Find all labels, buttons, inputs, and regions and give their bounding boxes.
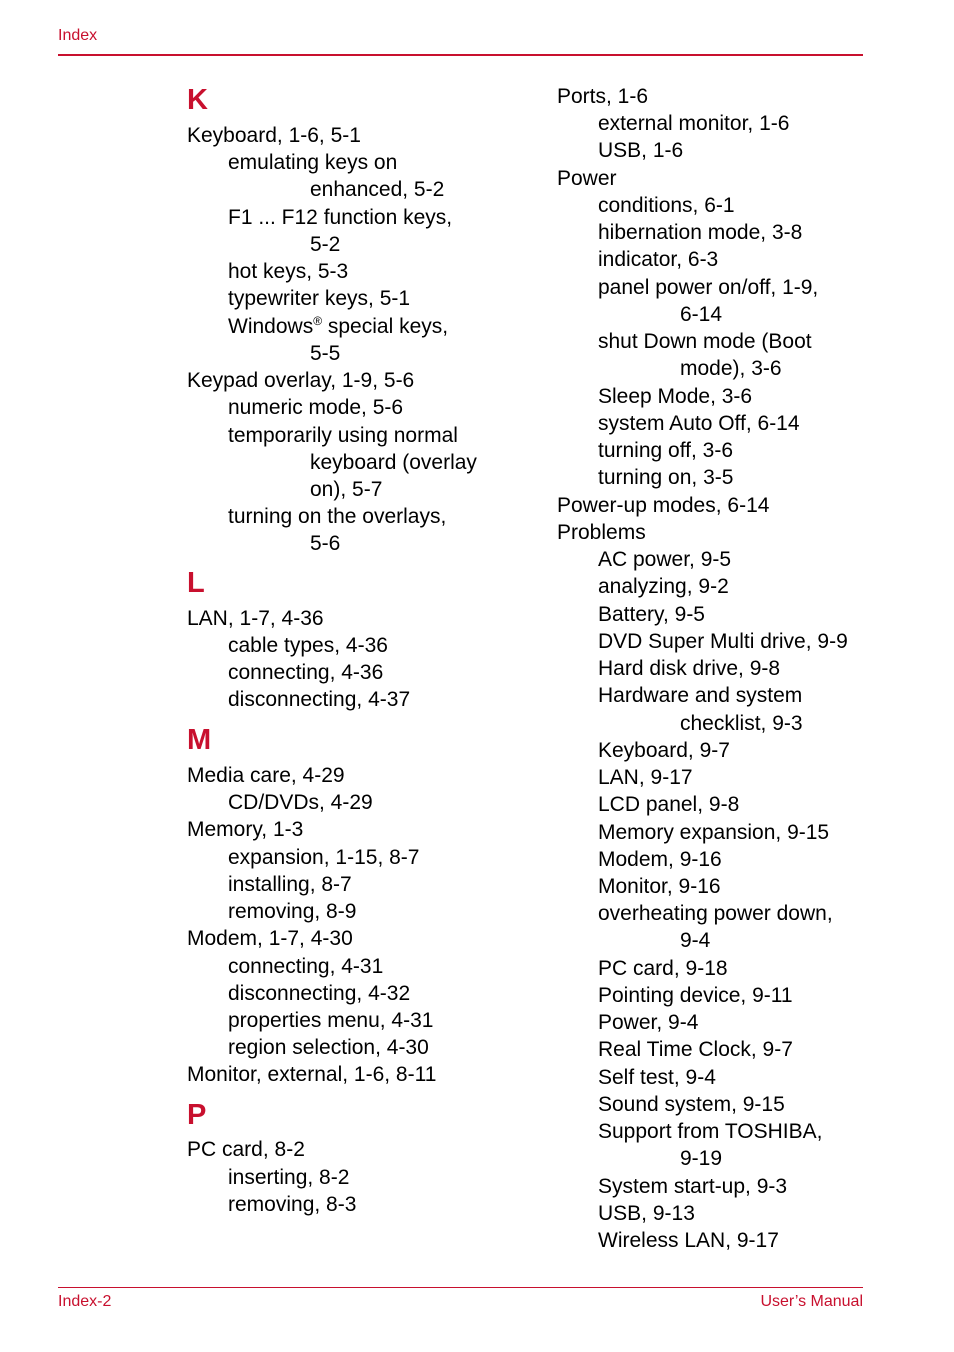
index-continuation: 5-6: [310, 532, 341, 555]
index-continuation: 5-2: [310, 233, 341, 256]
index-subentry: Memory expansion, 9-15: [598, 821, 830, 844]
index-entry: Memory, 1-3: [187, 818, 304, 841]
running-header: Index: [58, 27, 98, 44]
letter-heading-l: L: [187, 567, 205, 599]
index-continuation: keyboard (overlay: [310, 451, 477, 474]
index-entry: Monitor, external, 1-6, 8-11: [187, 1063, 437, 1086]
index-subentry: turning off, 3-6: [598, 439, 734, 462]
index-subentry: typewriter keys, 5-1: [228, 287, 411, 310]
index-subentry: LAN, 9-17: [598, 766, 693, 789]
index-subentry: USB, 1-6: [598, 139, 684, 162]
index-subentry: System start-up, 9-3: [598, 1175, 788, 1198]
index-subentry: Wireless LAN, 9-17: [598, 1229, 779, 1252]
index-subentry: inserting, 8-2: [228, 1166, 350, 1189]
index-subentry: external monitor, 1-6: [598, 112, 790, 135]
index-subentry: Monitor, 9-16: [598, 875, 721, 898]
index-subentry: temporarily using normal: [228, 424, 458, 447]
letter-heading-m: M: [187, 724, 212, 756]
index-continuation: on), 5-7: [310, 478, 383, 501]
index-entry: Power-up modes, 6-14: [557, 494, 770, 517]
registered-mark: ®: [313, 314, 323, 328]
index-subentry: connecting, 4-31: [228, 955, 384, 978]
index-continuation: 5-5: [310, 342, 341, 365]
index-continuation: enhanced, 5-2: [310, 178, 445, 201]
index-subentry: LCD panel, 9-8: [598, 793, 740, 816]
index-subentry: AC power, 9-5: [598, 548, 732, 571]
index-entry: Ports, 1-6: [557, 85, 649, 108]
index-entry: Keyboard, 1-6, 5-1: [187, 124, 361, 147]
index-subentry: Self test, 9-4: [598, 1066, 716, 1089]
index-continuation: 6-14: [680, 303, 723, 326]
index-subentry: PC card, 9-18: [598, 957, 728, 980]
header-rule: [58, 54, 863, 56]
index-entry: PC card, 8-2: [187, 1138, 305, 1161]
page-number: Index-2: [58, 1293, 112, 1310]
index-subentry: turning on, 3-5: [598, 466, 734, 489]
index-subentry: Real Time Clock, 9-7: [598, 1038, 793, 1061]
index-subentry: DVD Super Multi drive, 9-9: [598, 630, 848, 653]
index-subentry: installing, 8-7: [228, 873, 352, 896]
index-subentry: analyzing, 9-2: [598, 575, 729, 598]
index-subentry: Sound system, 9-15: [598, 1093, 785, 1116]
index-subentry: Keyboard, 9-7: [598, 739, 730, 762]
index-subentry: indicator, 6-3: [598, 248, 719, 271]
index-continuation: 9-4: [680, 929, 711, 952]
index-subentry: removing, 8-3: [228, 1193, 357, 1216]
index-continuation: 9-19: [680, 1147, 723, 1170]
index-subentry: panel power on/off, 1-9,: [598, 276, 819, 299]
index-subentry: connecting, 4-36: [228, 661, 384, 684]
index-subentry: Hardware and system: [598, 684, 803, 707]
footer-rule: [58, 1287, 863, 1288]
index-subentry: F1 ... F12 function keys,: [228, 206, 453, 229]
letter-heading-k: K: [187, 84, 208, 116]
index-subentry: emulating keys on: [228, 151, 398, 174]
index-subentry: overheating power down,: [598, 902, 833, 925]
index-subentry: turning on the overlays,: [228, 505, 447, 528]
index-subentry: Battery, 9-5: [598, 603, 705, 626]
index-subentry: cable types, 4-36: [228, 634, 388, 657]
index-subentry: removing, 8-9: [228, 900, 357, 923]
index-subentry: disconnecting, 4-37: [228, 688, 411, 711]
index-subentry: expansion, 1-15, 8-7: [228, 846, 420, 869]
index-entry: Problems: [557, 521, 646, 544]
index-entry: LAN, 1-7, 4-36: [187, 607, 324, 630]
index-subentry: Modem, 9-16: [598, 848, 722, 871]
index-subentry: disconnecting, 4-32: [228, 982, 411, 1005]
index-subentry: region selection, 4-30: [228, 1036, 429, 1059]
index-subentry: [228, 315, 448, 339]
index-entry: Power: [557, 167, 617, 190]
letter-heading-p: P: [187, 1099, 207, 1131]
index-entry: Modem, 1-7, 4-30: [187, 927, 353, 950]
index-subentry: USB, 9-13: [598, 1202, 695, 1225]
index-subentry: Hard disk drive, 9-8: [598, 657, 781, 680]
windows-text: Windows: [228, 315, 314, 338]
index-continuation: checklist, 9-3: [680, 712, 803, 735]
index-continuation: mode), 3-6: [680, 357, 782, 380]
index-subentry: hot keys, 5-3: [228, 260, 349, 283]
index-subentry: Sleep Mode, 3-6: [598, 385, 753, 408]
index-subentry: Power, 9-4: [598, 1011, 699, 1034]
index-subentry: Pointing device, 9-11: [598, 984, 793, 1007]
index-subentry: shut Down mode (Boot: [598, 330, 812, 353]
index-subentry: numeric mode, 5-6: [228, 396, 404, 419]
index-entry: Keypad overlay, 1-9, 5-6: [187, 369, 415, 392]
index-subentry: Support from TOSHIBA,: [598, 1120, 823, 1143]
windows-rest-text: special keys,: [322, 315, 449, 338]
index-entry: Media care, 4-29: [187, 764, 345, 787]
index-subentry: CD/DVDs, 4-29: [228, 791, 373, 814]
index-subentry: properties menu, 4-31: [228, 1009, 434, 1032]
index-subentry: system Auto Off, 6-14: [598, 412, 800, 435]
manual-title: User’s Manual: [760, 1293, 863, 1310]
index-subentry: conditions, 6-1: [598, 194, 735, 217]
index-subentry: hibernation mode, 3-8: [598, 221, 803, 244]
